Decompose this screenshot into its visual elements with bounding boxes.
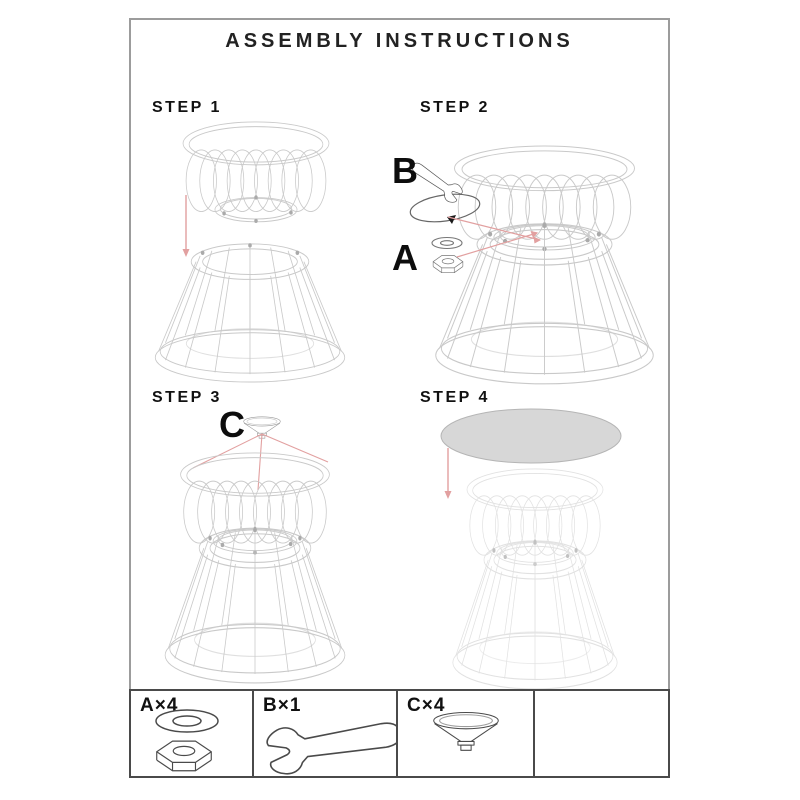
wrench-icon <box>254 691 398 776</box>
hex-nut-icon <box>157 741 212 771</box>
legend-label-a: A×4 <box>140 695 179 716</box>
cone-glide-icon <box>398 691 535 776</box>
bowl-top-wireframe <box>183 122 329 223</box>
washer-icon <box>432 238 462 249</box>
glass-tabletop <box>441 409 621 463</box>
step-3-diagram <box>148 398 373 690</box>
legend-cell-b <box>252 691 396 776</box>
step-4-diagram <box>420 400 670 690</box>
legend-label-b: B×1 <box>263 695 302 716</box>
page-title: ASSEMBLY INSTRUCTIONS <box>225 30 574 52</box>
step-3-label: STEP 3 <box>152 389 222 406</box>
assembled-frame-wireframe <box>453 469 617 689</box>
assembled-frame-wireframe <box>165 453 345 683</box>
hex-nut-and-washer-icon <box>131 691 252 776</box>
hex-nut-icon <box>433 256 463 273</box>
callout-letter-c: C <box>219 404 245 445</box>
hardware-legend <box>129 689 670 778</box>
callout-letter-a: A <box>392 237 418 278</box>
step-2-diagram <box>390 140 670 395</box>
step-2-label: STEP 2 <box>420 99 490 116</box>
washer-icon <box>156 710 218 732</box>
legend-cell-a <box>131 691 252 776</box>
down-arrow-icon <box>445 448 452 499</box>
assembled-frame-wireframe <box>436 146 654 384</box>
callout-letter-b: B <box>392 150 418 191</box>
down-arrow-icon <box>183 195 190 257</box>
step-4-label: STEP 4 <box>420 389 490 406</box>
legend-cell-empty <box>533 691 668 776</box>
legend-cell-c <box>396 691 533 776</box>
step-1-diagram <box>140 115 365 390</box>
legend-label-c: C×4 <box>407 695 446 716</box>
wrench-icon <box>408 157 482 225</box>
base-wireframe <box>155 243 344 382</box>
step-1-label: STEP 1 <box>152 99 222 116</box>
